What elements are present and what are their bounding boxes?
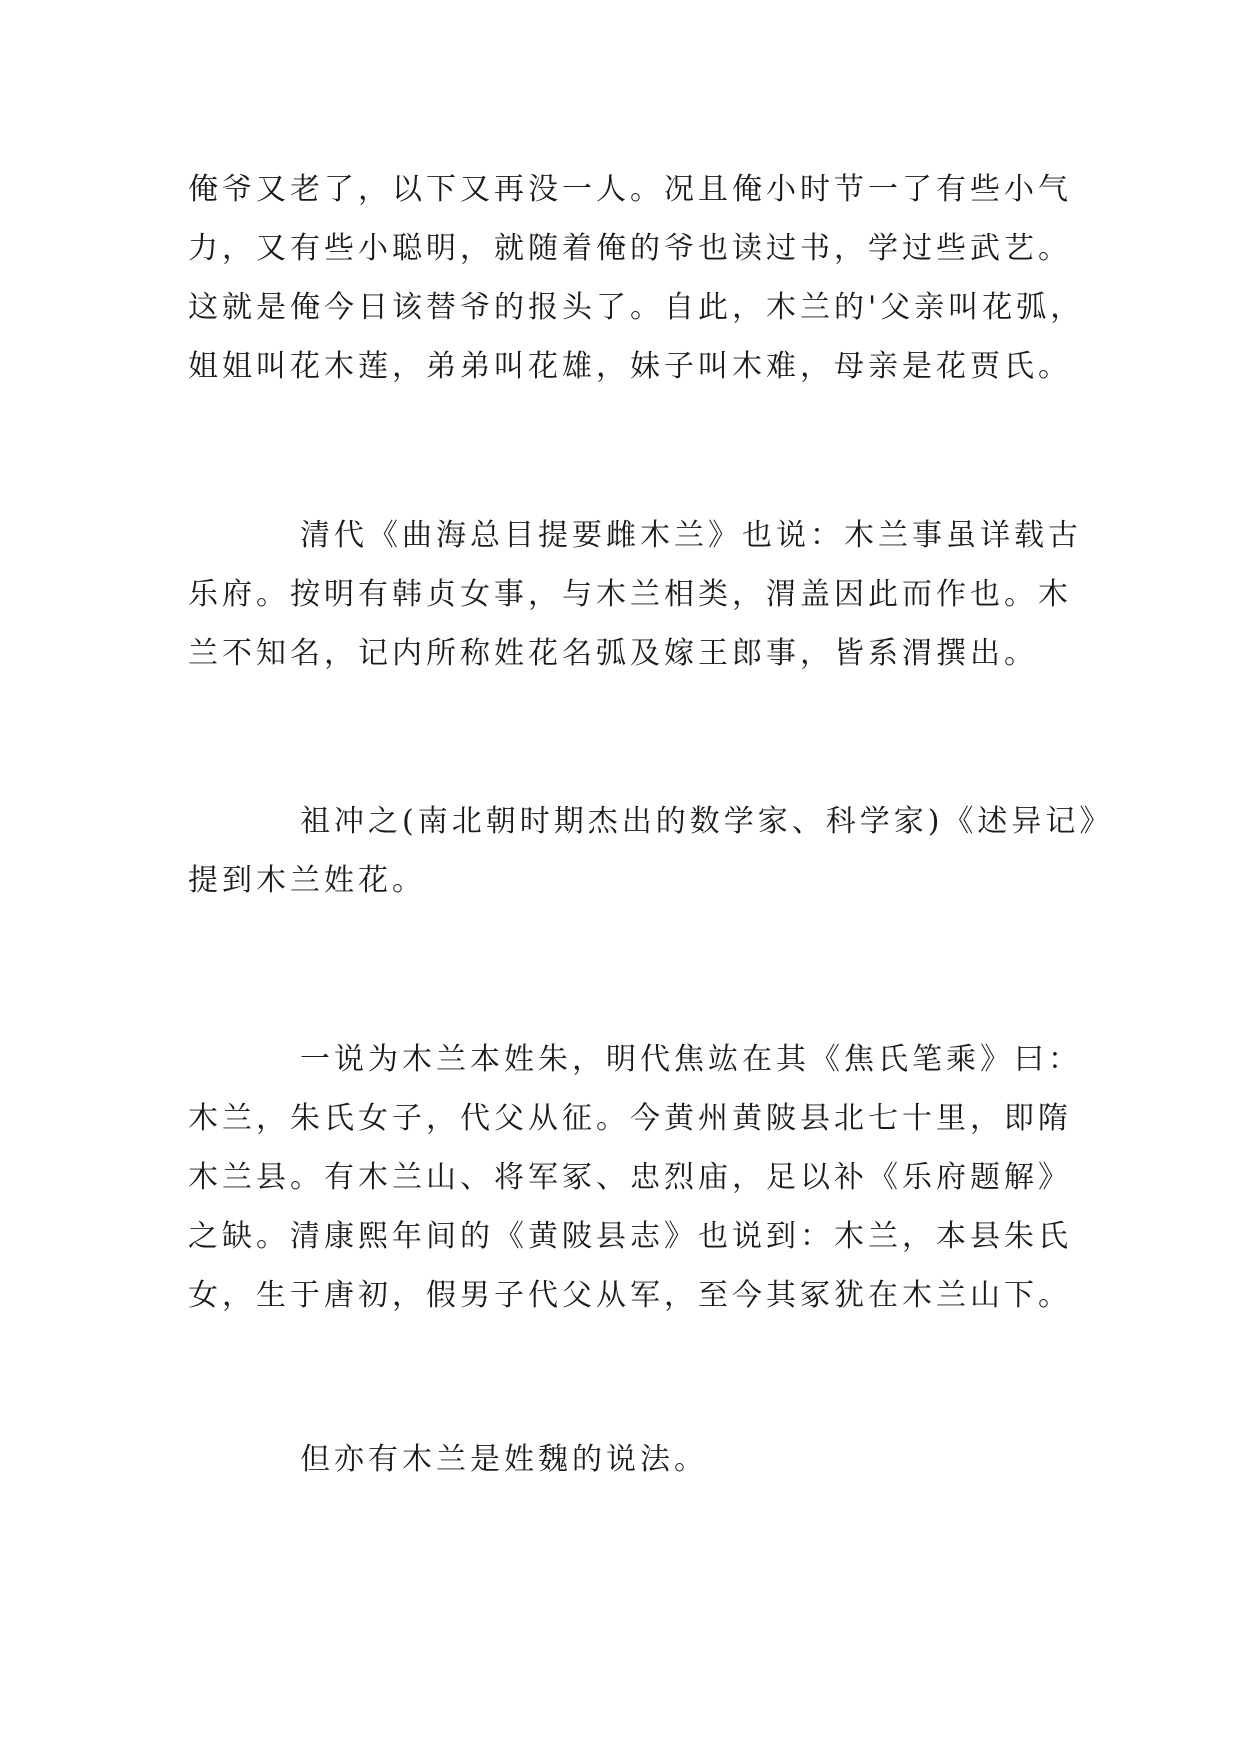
text-line: 俺爷又老了，以下又再没一人。况且俺小时节一了有些小气 [188, 172, 1072, 207]
text-line: 一说为木兰本姓朱，明代焦竑在其《焦氏笔乘》曰： [300, 1042, 1082, 1077]
text-line: 兰不知名，记内所称姓花名弧及嫁王郎事，皆系渭撰出。 [188, 636, 1038, 671]
text-line: 木兰县。有木兰山、将军冢、忠烈庙，足以补《乐府题解》 [188, 1160, 1072, 1195]
text-line: 女，生于唐初，假男子代父从军，至今其冢犹在木兰山下。 [188, 1278, 1072, 1313]
text-line: 祖冲之(南北朝时期杰出的数学家、科学家)《述异记》 [300, 804, 1114, 839]
paragraph-4 [188, 1030, 1082, 1325]
text-line: 力，又有些小聪明，就随着俺的爷也读过书，学过些武艺。 [188, 231, 1072, 266]
paragraph-2 [188, 506, 1082, 683]
paragraph-5 [188, 1430, 1068, 1489]
text-line: 乐府。按明有韩贞女事，与木兰相类，渭盖因此而作也。木 [188, 577, 1072, 612]
text-line: 但亦有木兰是姓魏的说法。 [300, 1442, 708, 1477]
text-line: 之缺。清康熙年间的《黄陂县志》也说到：木兰，本县朱氏 [188, 1219, 1072, 1254]
text-line: 这就是俺今日该替爷的报头了。自此，木兰的'父亲叫花弧， [188, 290, 1085, 325]
paragraph-1 [188, 160, 1085, 396]
text-line: 木兰，朱氏女子，代父从征。今黄州黄陂县北七十里，即隋 [188, 1101, 1072, 1136]
text-line: 姐姐叫花木莲，弟弟叫花雄，妹子叫木难，母亲是花贾氏。 [188, 349, 1072, 384]
text-line: 清代《曲海总目提要雌木兰》也说：木兰事虽详载古 [300, 518, 1082, 553]
paragraph-3 [188, 792, 1114, 910]
text-line: 提到木兰姓花。 [188, 863, 426, 898]
